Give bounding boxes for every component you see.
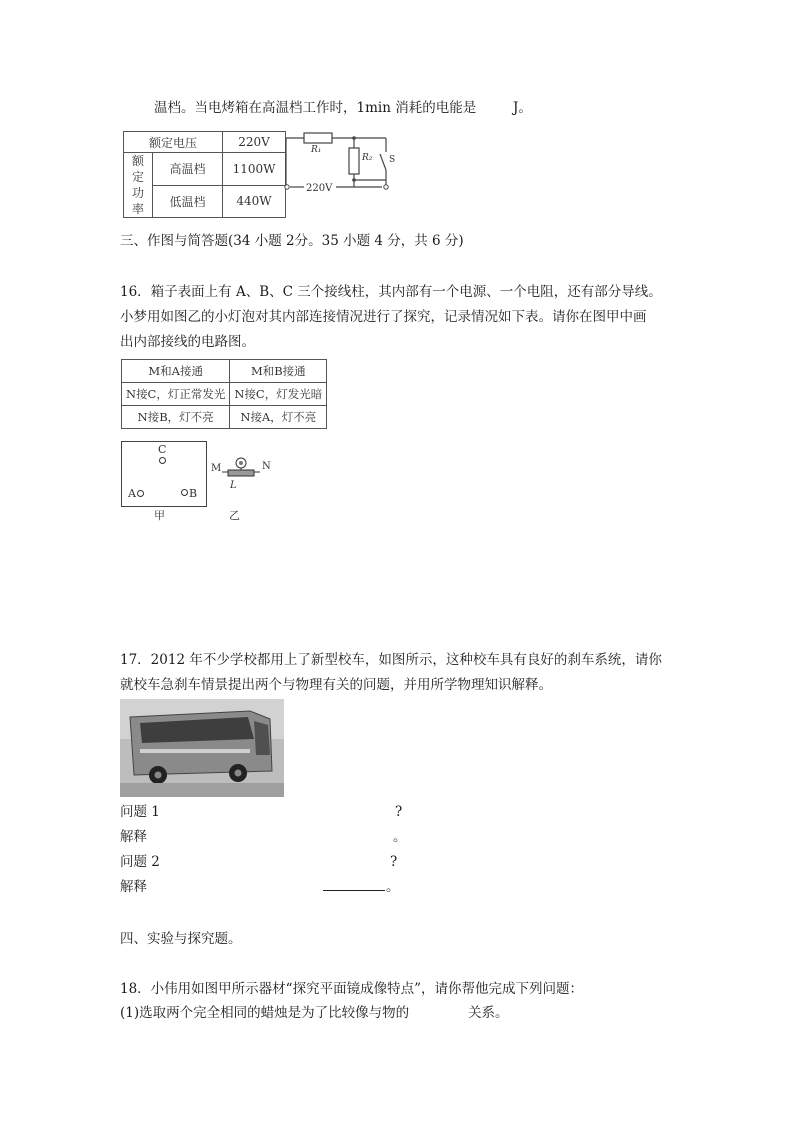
q17-answer2-blank[interactable] bbox=[323, 875, 385, 899]
q17-answer1-end: 。 bbox=[393, 829, 407, 845]
r2-label: R₂ bbox=[362, 153, 373, 163]
record-table bbox=[121, 359, 327, 429]
record-cell: N接A，灯不亮 bbox=[230, 406, 327, 429]
power-label: 额定功率 bbox=[124, 153, 153, 218]
q17-answer2-end: 。 bbox=[386, 879, 400, 895]
record-header-ma: M和A接通 bbox=[122, 360, 230, 383]
bulb-figure bbox=[210, 452, 272, 492]
record-cell: N接B，灯不亮 bbox=[122, 406, 230, 429]
q16-line3: 出内部接线的电路图。 bbox=[120, 334, 255, 350]
terminal-a-label: A bbox=[128, 487, 136, 500]
bulb-m-label: M bbox=[211, 463, 222, 474]
figure-a-caption: 甲 bbox=[154, 509, 165, 522]
high-label: 高温档 bbox=[153, 153, 223, 186]
figure-b-caption: 乙 bbox=[229, 509, 240, 522]
bus-photo bbox=[120, 699, 284, 797]
q17-question1-end: ? bbox=[395, 804, 403, 820]
r1-label: R₁ bbox=[311, 145, 322, 155]
bulb-n-label: N bbox=[262, 461, 271, 472]
low-value: 440W bbox=[223, 185, 286, 218]
q17-question1-label: 问题 1 bbox=[120, 804, 160, 820]
terminal-c-label: C bbox=[158, 443, 167, 456]
low-label: 低温档 bbox=[153, 185, 223, 218]
q15-text-b: J。 bbox=[513, 100, 532, 116]
r1-resistor bbox=[304, 133, 332, 143]
q17-line2: 就校车急刹车情景提出两个与物理有关的问题，并用所学物理知识解释。 bbox=[120, 677, 552, 693]
voltage-label: 220V bbox=[306, 183, 333, 194]
rated-voltage-label: 额定电压 bbox=[124, 132, 223, 153]
switch-label: S bbox=[389, 155, 396, 165]
q16-line1: 16．箱子表面上有 A、B、C 三个接线柱，其内部有一个电源、一个电阻，还有部分导线。 bbox=[120, 284, 662, 300]
bulb-l-label: L bbox=[230, 480, 237, 491]
spec-table bbox=[123, 131, 286, 218]
q18-line1: 18．小伟用如图甲所示器材“探究平面镜成像特点”，请你帮他完成下列问题： bbox=[120, 981, 583, 997]
switch-s bbox=[380, 154, 386, 170]
q17-question2-end: ? bbox=[390, 854, 398, 870]
section3-title: 三、作图与简答题(34 小题 2分。35 小题 4 分，共 6 分) bbox=[120, 233, 464, 249]
rated-voltage-value: 220V bbox=[223, 132, 286, 153]
q17-line1: 17．2012 年不少学校都用上了新型校车，如图所示，这种校车具有良好的刹车系统，请你 bbox=[120, 652, 662, 668]
high-value: 1100W bbox=[223, 153, 286, 186]
q18-line2a: (1)选取两个完全相同的蜡烛是为了比较像与物的 bbox=[120, 1005, 410, 1021]
q18-line2b: 关系。 bbox=[468, 1005, 509, 1021]
r2-resistor bbox=[349, 148, 359, 174]
terminal-a bbox=[137, 490, 144, 497]
record-cell: N接C，灯正常发光 bbox=[122, 383, 230, 406]
record-header-mb: M和B接通 bbox=[230, 360, 327, 383]
terminal-b bbox=[181, 489, 188, 496]
circuit-diagram bbox=[282, 130, 400, 198]
terminal-c bbox=[159, 457, 166, 464]
q16-line2: 小梦用如图乙的小灯泡对其内部连接情况进行了探究，记录情况如下表。请你在图甲中画 bbox=[120, 309, 647, 325]
q15-text-a: 温档。当电烤箱在高温档工作时，1min 消耗的电能是 bbox=[154, 100, 477, 116]
q17-answer2-label: 解释 bbox=[120, 879, 147, 895]
q17-answer1-label: 解释 bbox=[120, 829, 147, 845]
record-cell: N接C，灯发光暗 bbox=[230, 383, 327, 406]
section4-title: 四、实验与探究题。 bbox=[120, 931, 242, 947]
figure-a-box bbox=[121, 441, 207, 507]
terminal-b-label: B bbox=[189, 487, 198, 500]
q17-question2-label: 问题 2 bbox=[120, 854, 160, 870]
